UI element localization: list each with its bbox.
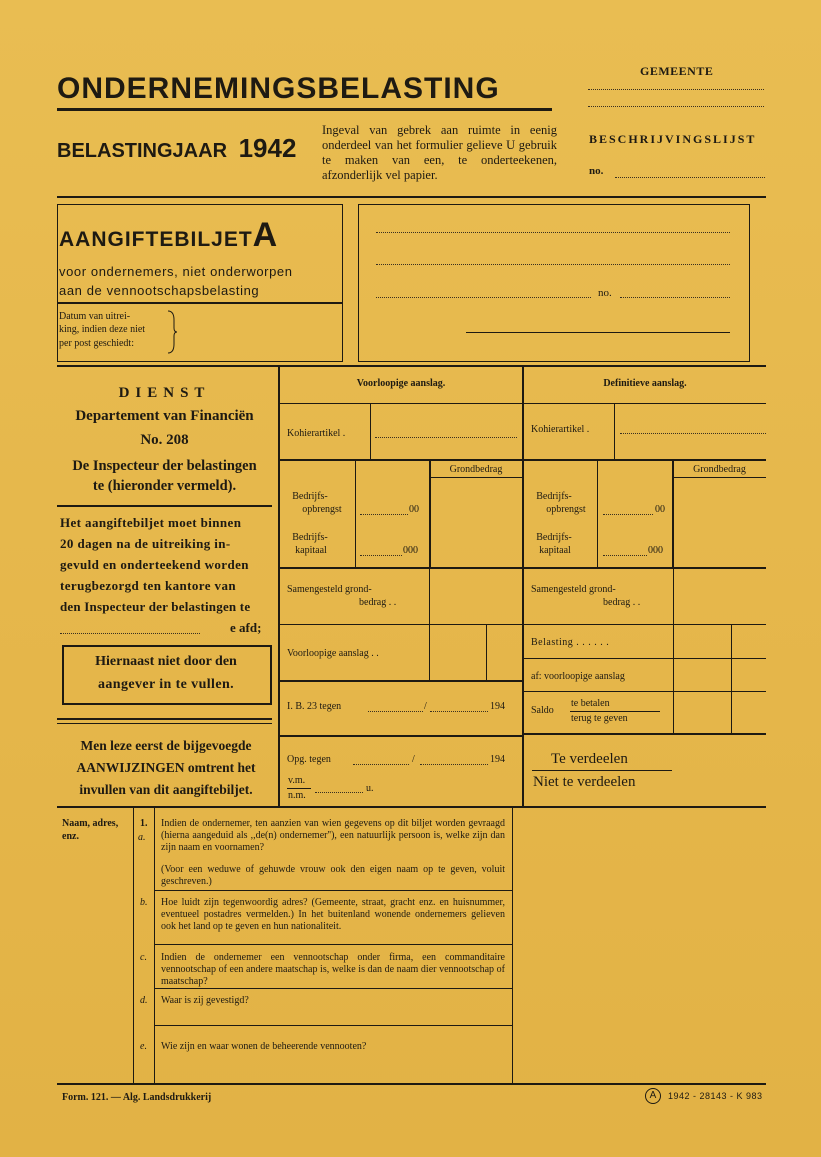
read-1: Men leze eerst de bijgevoegde	[80, 738, 252, 753]
q-c-letter: c.	[140, 952, 147, 963]
voorloopig-kapitaal-line	[360, 555, 402, 556]
definitief-h1	[524, 403, 766, 404]
return-4: terugbezorgd ten kantore van	[60, 578, 236, 593]
address-line-1	[376, 232, 730, 233]
definitief-kohier-sep	[614, 404, 615, 459]
q-e-letter: e.	[140, 1041, 147, 1052]
voorloopig-kohier: Kohierartikel .	[287, 428, 346, 439]
definitief-h3	[673, 477, 766, 478]
definitief-h6	[524, 658, 766, 659]
grid-left-edge	[278, 366, 280, 807]
voorloopig-nm: n.m.	[288, 790, 306, 801]
q-col-3	[512, 808, 513, 1084]
q-a-letter: a.	[138, 832, 146, 843]
voorloopig-ib-line-1	[368, 711, 423, 712]
return-place-line	[60, 633, 200, 634]
voorloopig-h7	[280, 735, 522, 737]
voorloopig-grondbedrag: Grondbedrag	[449, 464, 503, 475]
voorloopig-h1	[280, 403, 522, 404]
voorloopig-h2	[280, 459, 522, 461]
read-3: invullen van dit aangiftebiljet.	[79, 782, 253, 797]
dienst-divider-3	[57, 723, 272, 724]
voorloopig-v4	[486, 624, 487, 680]
aangifte-divider	[57, 302, 342, 304]
definitief-h4	[524, 567, 766, 569]
definitief-h5	[524, 624, 766, 625]
voorloopig-h6	[280, 680, 522, 682]
year-value: 1942	[238, 133, 297, 163]
gemeente-line-1	[588, 89, 764, 90]
definitief-samengesteld-2: bedrag . .	[603, 597, 641, 608]
definitief-h7	[524, 691, 766, 692]
address-rule	[466, 332, 730, 333]
definitief-h2	[524, 459, 766, 461]
grid-bottom-rule	[57, 806, 766, 808]
q-number: 1.	[140, 818, 148, 829]
voorloopig-opbrengst-2: opbrengst	[302, 504, 342, 515]
footer-rule	[57, 1083, 766, 1085]
address-line-3	[376, 297, 591, 298]
te-verdeelen: Te verdeelen	[551, 751, 628, 767]
voorloopig-heading: Voorloopige aanslag.	[356, 378, 446, 389]
voorloopig-kohier-line	[375, 437, 517, 438]
address-box	[358, 204, 750, 362]
not-to-fill-1: Hiernaast niet door den	[95, 654, 237, 669]
voorloopig-opg: Opg. tegen	[287, 754, 331, 765]
definitief-saldo-bar	[570, 711, 660, 712]
aangifte-title	[59, 216, 277, 255]
voorloopig-kapitaal-1: Bedrijfs-	[292, 532, 328, 543]
beschrijvingslijst-label: BESCHRIJVINGSLIJST	[589, 132, 757, 146]
definitief-v3	[673, 568, 674, 734]
definitief-opbrengst-line	[603, 514, 653, 515]
voorloopig-ib-slash: /	[424, 701, 427, 712]
voorloopig-opbrengst-val: 00	[409, 504, 419, 515]
definitief-opbrengst-val: 00	[655, 504, 665, 515]
printer-mark-icon	[645, 1088, 661, 1104]
naam-label-1: Naam, adres,	[62, 818, 119, 829]
q-a-note: (Voor een weduwe of gehuwde vrouw ook den eigen naam op te geven, voluit geschreven.)	[161, 864, 505, 887]
inspecteur-2: te (hieronder vermeld).	[92, 478, 237, 494]
return-2: 20 dagen na de uitreiking in-	[60, 536, 231, 551]
voorloopig-h4	[280, 567, 522, 569]
address-no: no.	[598, 287, 612, 299]
return-1: Het aangiftebiljet moet binnen	[60, 515, 242, 530]
datum-brace-icon	[166, 310, 178, 354]
q-b-letter: b.	[140, 897, 148, 908]
voorloopig-time-line	[315, 792, 363, 793]
q-col-1	[133, 808, 134, 1084]
return-6: e afd;	[230, 620, 262, 635]
voorloopig-opbrengst-line	[360, 514, 408, 515]
dienst-dept: Departement van Financiën	[75, 408, 254, 424]
aangifte-subtitle-2: aan de vennootschapsbelasting	[59, 283, 260, 298]
definitief-kapitaal-1: Bedrijfs-	[536, 532, 572, 543]
definitief-opbrengst-1: Bedrijfs-	[536, 491, 572, 502]
datum-1: Datum van uitrei-	[59, 311, 131, 322]
voorloopig-opg-year: 194	[490, 754, 505, 765]
q-d-divider	[154, 1025, 512, 1026]
form-title: ONDERNEMINGSBELASTING	[57, 72, 500, 105]
voorloopig-h3	[430, 477, 522, 478]
year-label	[57, 133, 297, 163]
definitief-kapitaal-2: kapitaal	[539, 545, 571, 556]
definitief-kohier-line	[620, 433, 766, 434]
definitief-te-betalen: te betalen	[571, 698, 610, 709]
grid-middle-edge	[522, 366, 524, 807]
aangifte-subtitle-1: voor ondernemers, niet onderworpen	[59, 264, 293, 279]
q-b-text: Hoe luidt zijn tegenwoordig adres? (Gemeente, straat, gracht enz. en huisnummer, eventueel postadres vermelden.) In het buitenland wonende ondernemers gelieven ook het land op te geven en hun nationaliteit.	[161, 897, 505, 932]
definitief-kapitaal-val: 000	[648, 545, 663, 556]
definitief-af: af: voorloopige aanslag	[531, 671, 625, 682]
definitief-saldo: Saldo	[531, 705, 554, 716]
voorloopig-opg-line-2	[420, 764, 488, 765]
voorloopig-opbrengst-1: Bedrijfs-	[292, 491, 328, 502]
datum-3: per post geschiedt:	[59, 338, 134, 349]
datum-2: king, indien deze niet	[59, 324, 146, 335]
dienst-heading: DIENST	[118, 385, 211, 401]
voorloopig-vm: v.m.	[288, 775, 306, 786]
aangifte-title-text: AANGIFTEBILJET	[59, 228, 253, 251]
dienst-divider-1	[57, 505, 272, 507]
q-c-divider	[154, 988, 512, 989]
title-underline	[57, 108, 552, 111]
inspecteur-1: De Inspecteur der belastingen	[72, 458, 257, 474]
voorloopig-samengesteld-1: Samengesteld grond-	[287, 584, 372, 595]
header-rule	[57, 196, 766, 198]
year-label-text: BELASTINGJAAR	[57, 140, 228, 162]
q-c-text: Indien de ondernemer een vennootschap onder firma, een commanditaire vennootschap of een andere maatschap is, welke is dan de naam dier vennootschap of maatschap?	[161, 952, 505, 987]
mid-rule	[57, 365, 766, 367]
voorloopig-kohier-sep	[370, 404, 371, 459]
definitief-terug: terug te geven	[571, 713, 628, 724]
verdeelen-bar	[532, 770, 672, 771]
definitief-belasting: Belasting . . . . . .	[531, 637, 610, 648]
q-col-2	[154, 808, 155, 1084]
definitief-grondbedrag: Grondbedrag	[693, 464, 746, 475]
definitief-samengesteld-1: Samengesteld grond-	[531, 584, 616, 595]
dienst-number: No. 208	[140, 432, 189, 448]
naam-label-2: enz.	[62, 831, 79, 842]
q-a-text: Indien de ondernemer, ten aanzien van wien gegevens op dit biljet worden gevraagd (hierna aangeduid als ,,de(n) ondernemer''), een natuurlijk persoon is, welke zijn dan zijn naam en voornamen?	[161, 818, 505, 853]
return-3: gevuld en onderteekend worden	[60, 557, 249, 572]
dienst-divider-2	[57, 718, 272, 720]
q-b-divider	[154, 944, 512, 945]
niet-te-verdeelen: Niet te verdeelen	[533, 774, 636, 790]
address-line-2	[376, 264, 730, 265]
form-number: Form. 121. — Alg. Landsdrukkerij	[62, 1092, 212, 1103]
definitief-h8	[524, 733, 766, 735]
definitief-heading: Definitieve aanslag.	[603, 378, 687, 389]
q-a-divider	[154, 890, 512, 891]
voorloopig-opg-slash: /	[412, 754, 415, 765]
voorloopig-kapitaal-2: kapitaal	[295, 545, 327, 556]
definitief-kohier: Kohierartikel .	[531, 424, 590, 435]
address-no-line	[620, 297, 730, 298]
voorloopig-aanslag: Voorloopige aanslag . .	[287, 648, 379, 659]
voorloopig-opg-line-1	[353, 764, 409, 765]
q-d-letter: d.	[140, 995, 148, 1006]
voorloopig-h5	[280, 624, 522, 625]
voorloopig-ib-year: 194	[490, 701, 505, 712]
space-note: Ingeval van gebrek aan ruimte in eenig onderdeel van het formulier gelieve U gebruik te maken van een, te onderteekenen, afzonderlijk vel papier.	[322, 123, 557, 182]
definitief-v4	[731, 624, 732, 734]
beschrijvingslijst-no-line	[615, 177, 765, 178]
not-to-fill-2: aangever in te vullen.	[97, 677, 235, 692]
q-e-text: Wie zijn en waar wonen de beheerende vennooten?	[161, 1041, 367, 1052]
voorloopig-u: u.	[366, 783, 374, 794]
definitief-opbrengst-2: opbrengst	[546, 504, 586, 515]
voorloopig-ib: I. B. 23 tegen	[287, 701, 342, 712]
gemeente-label: GEMEENTE	[640, 64, 714, 78]
voorloopig-kapitaal-val: 000	[403, 545, 418, 556]
return-5: den Inspecteur der belastingen te	[60, 599, 251, 614]
voorloopig-vm-bar	[287, 788, 311, 789]
print-code: 1942 - 28143 - K 983	[668, 1091, 763, 1101]
aangifte-letter: A	[252, 216, 278, 254]
read-2: AANWIJZINGEN omtrent het	[76, 760, 256, 775]
gemeente-line-2	[588, 106, 764, 107]
voorloopig-ib-line-2	[430, 711, 488, 712]
voorloopig-samengesteld-2: bedrag . .	[359, 597, 397, 608]
q-d-text: Waar is zij gevestigd?	[161, 995, 249, 1006]
printer-mark-letter: A	[649, 1090, 657, 1101]
definitief-kapitaal-line	[603, 555, 647, 556]
beschrijvingslijst-no: no.	[589, 165, 604, 177]
